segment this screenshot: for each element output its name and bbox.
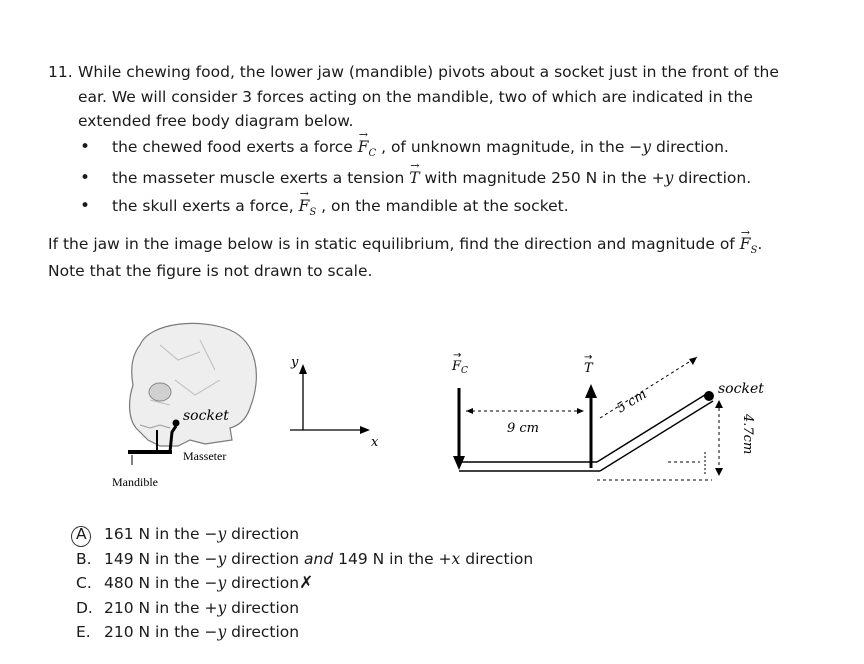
fc-label: $F_C$ <box>452 359 468 376</box>
answer-choices <box>76 522 533 645</box>
choice-e-letter: E. <box>76 623 91 641</box>
choice-c[interactable]: C. 480 N in the −y direction✗ <box>76 571 533 596</box>
dim-9cm-label: 9 cm <box>507 421 540 436</box>
socket-label: socket <box>718 381 764 397</box>
dim-5cm-arrow <box>689 357 697 365</box>
intro-line-1: While chewing food, the lower jaw (mandible) pivots about a socket just in the front of the <box>78 63 779 81</box>
t-label: T <box>584 361 593 376</box>
dim-47cm-label: 4.7cm <box>740 414 755 455</box>
prompt-line-2: Note that the figure is not drawn to scale. <box>48 262 373 280</box>
t-arrowhead <box>585 384 597 398</box>
skull-socket-label: socket <box>183 408 229 424</box>
mandible-label: Mandible <box>112 475 158 489</box>
dim-5cm-label: 5 cm <box>614 387 650 417</box>
choice-e[interactable]: E. 210 N in the −y direction <box>76 620 533 645</box>
choice-d-letter: D. <box>76 598 93 617</box>
prompt-line-1: If the jaw in the image below is in static equilibrium, find the direction and magnitude of → $F_S$. <box>48 232 848 259</box>
x-mark-icon: ✗ <box>299 573 314 593</box>
dim-47cm-arrow-top <box>715 400 723 408</box>
intro-line-3: extended free body diagram below. <box>78 112 354 130</box>
dim-9cm-arrow-left <box>466 408 473 414</box>
y-axis-label: y <box>291 355 299 370</box>
question-number: 11. <box>48 63 73 81</box>
x-axis-label: x <box>371 435 379 450</box>
x-axis-arrow <box>360 426 370 434</box>
choice-a-letter: A <box>76 525 87 543</box>
choice-c-letter: C. <box>76 574 92 592</box>
extended-fbd <box>451 350 764 480</box>
coordinate-axes <box>290 355 379 450</box>
choice-d[interactable]: D. 210 N in the +y direction <box>76 596 533 621</box>
socket-dot <box>704 391 714 401</box>
skull-illustration <box>130 323 257 446</box>
choice-a[interactable]: A 161 N in the −y direction <box>76 525 300 543</box>
t-vector-arrow: → <box>584 352 593 363</box>
bullet-food-force: • the chewed food exerts a force → $F_C$ , of unknown magnitude, in the −y direction. <box>80 133 751 164</box>
skull-socket-dot <box>173 420 180 427</box>
fc-vector-arrow: → <box>453 350 462 361</box>
intro-line-2: ear. We will consider 3 forces acting on the mandible, two of which are indicated in the <box>78 87 753 106</box>
ramus-lower-edge <box>600 401 713 471</box>
choice-b[interactable]: B. 149 N in the −y direction and 149 N in the +x direction <box>76 547 533 572</box>
choice-b-letter: B. <box>76 549 92 568</box>
fc-arrowhead <box>453 456 465 470</box>
masseter-label: Masseter <box>183 449 227 463</box>
bullet-masseter-tension: • the masseter muscle exerts a tension → T with magnitude 250 N in the +y direction. <box>80 164 751 192</box>
dim-9cm-arrow-right <box>577 408 584 414</box>
dim-47cm-arrow-bottom <box>715 468 723 476</box>
bullet-skull-force: • the skull exerts a force, → $F_S$ , on the mandible at the socket. <box>80 192 751 223</box>
y-axis-arrow <box>299 364 307 374</box>
eye-socket <box>149 383 171 401</box>
